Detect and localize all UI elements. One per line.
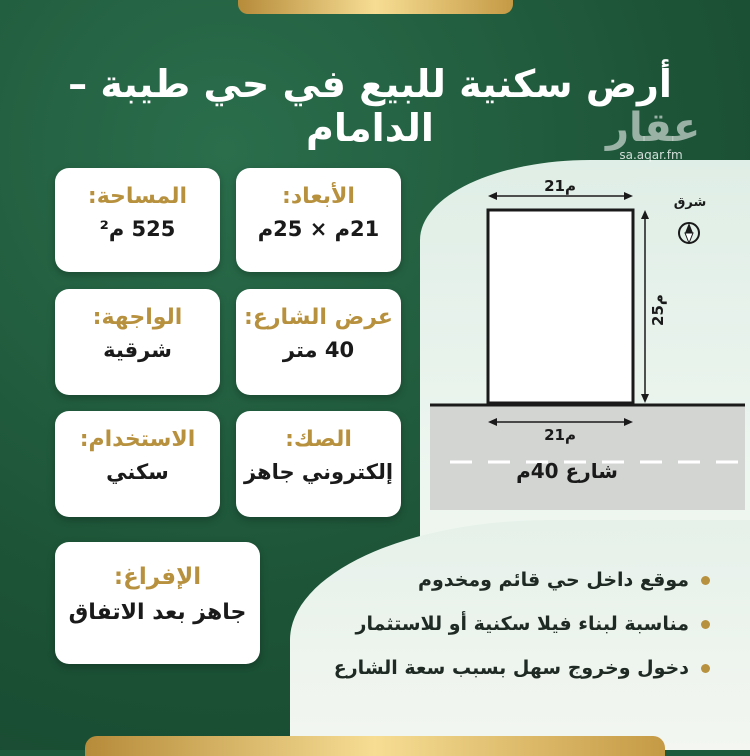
list-item (300, 646, 710, 690)
card-value: 40 متر (282, 338, 355, 362)
feature-list (300, 558, 710, 690)
card-value: سكني (106, 460, 169, 484)
plot-rectangle (488, 210, 633, 403)
card-street-width (236, 289, 401, 395)
logo-word: عقار (606, 105, 701, 151)
street-label: شارع 40م (516, 459, 618, 483)
bullet-dot-icon (701, 664, 710, 673)
arrow-down-icon (641, 394, 649, 403)
card-label: الواجهة: (92, 305, 183, 330)
card-value: 21م × 25م (257, 217, 380, 241)
arrow-left-icon (488, 192, 497, 200)
compass-icon (679, 223, 699, 243)
bullet-text: دخول وخروج سهل بسبب سعة الشارع (333, 657, 689, 679)
card-label: الاستخدام: (79, 427, 196, 452)
card-dimensions (236, 168, 401, 272)
card-vacate (55, 542, 260, 664)
bottom-width-label: 21م (544, 426, 576, 444)
street-area (430, 405, 745, 510)
gold-top-bar (238, 0, 513, 14)
aqar-logo (606, 105, 701, 162)
card-value: شرقية (103, 338, 172, 362)
card-value: جاهز بعد الاتفاق (68, 600, 247, 625)
card-label: عرض الشارع: (244, 305, 393, 330)
card-usage (55, 411, 220, 517)
bullet-text: مناسبة لبناء فيلا سكنية أو للاستثمار (355, 613, 689, 635)
bullet-dot-icon (701, 620, 710, 629)
card-value: 525 م² (99, 217, 176, 241)
bullet-dot-icon (701, 576, 710, 585)
list-item (300, 558, 710, 602)
side-length-label: 25م (649, 294, 667, 326)
page-title: أرض سكنية للبيع في حي طيبة – الدامام (68, 62, 672, 150)
card-label: الأبعاد: (282, 184, 355, 209)
logo-url: sa.aqar.fm (619, 148, 683, 162)
bullet-text: موقع داخل حي قائم ومخدوم (418, 569, 689, 591)
top-width-label: 21م (544, 177, 576, 195)
list-item (300, 602, 710, 646)
card-label: الصك: (285, 427, 352, 452)
direction-label: شرق (673, 195, 707, 210)
card-label: المساحة: (87, 184, 188, 209)
arrow-up-icon (641, 210, 649, 219)
gold-bottom-bar (85, 736, 665, 756)
plot-diagram (425, 165, 745, 515)
card-facade (55, 289, 220, 395)
arrow-right-icon (624, 192, 633, 200)
card-label: الإفراغ: (113, 564, 202, 590)
card-value: إلكتروني جاهز (243, 460, 394, 484)
card-area (55, 168, 220, 272)
card-deed (236, 411, 401, 517)
